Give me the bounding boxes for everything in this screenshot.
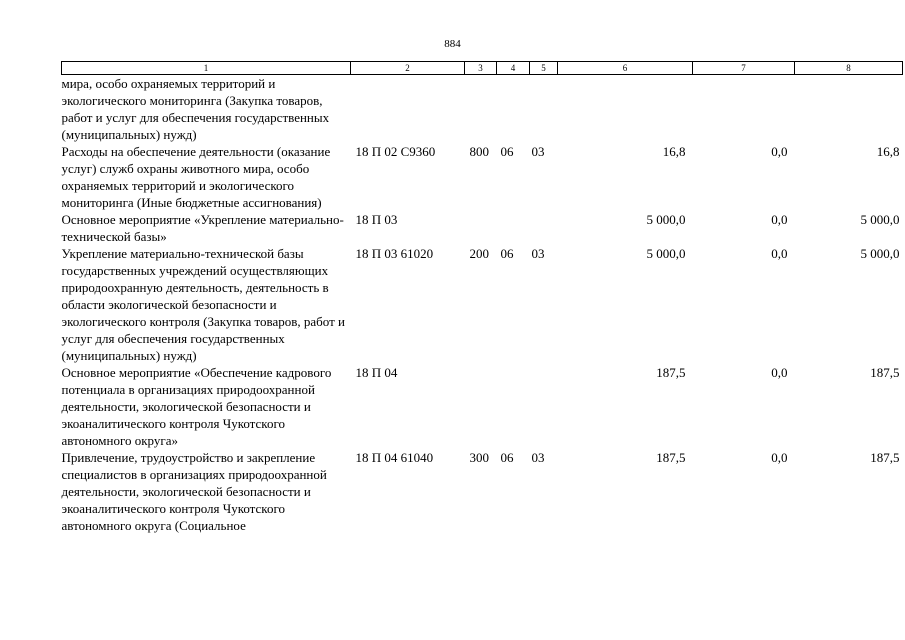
row-value-8 xyxy=(795,75,903,144)
row-value-8: 5 000,0 xyxy=(860,246,900,261)
header-row xyxy=(62,62,903,75)
row-value-7: 0,0 xyxy=(771,144,788,159)
row-name: Основное мероприятие «Укрепление материально-технической базы» xyxy=(61,212,344,244)
row-value-6: 5 000,0 xyxy=(646,246,686,261)
row-value-7: 0,0 xyxy=(771,365,788,380)
header-col-7: 7 xyxy=(693,62,795,75)
row-expense-type: 300 xyxy=(469,450,489,465)
row-value-7 xyxy=(693,75,795,144)
table-body xyxy=(62,75,903,535)
table-row xyxy=(62,245,903,364)
row-name: мира, особо охраняемых территорий и экологического мониторинга (Закупка товаров, работ и услуг для обеспечения государственных (муниципальных) нужд) xyxy=(61,76,330,142)
row-target-article: 18 П 03 61020 xyxy=(355,246,434,261)
row-section: 06 xyxy=(500,144,514,159)
row-value-6: 5 000,0 xyxy=(646,212,686,227)
header-col-6: 6 xyxy=(558,62,693,75)
header-col-5: 5 xyxy=(530,62,558,75)
table-row xyxy=(62,211,903,245)
row-value-6 xyxy=(558,75,693,144)
row-expense-type xyxy=(465,211,497,245)
row-subsection xyxy=(530,211,558,245)
row-value-7: 0,0 xyxy=(771,212,788,227)
table-row xyxy=(62,449,903,534)
budget-table xyxy=(61,61,903,534)
row-name: Укрепление материально-технической базы государственных учреждений осуществляющих природоохранную деятельность, деятельность в области экологической безопасности и экологического контроля (Закупка товаров, работ и услуг для обеспечения государственных (муниципальных) нужд) xyxy=(61,246,345,363)
row-section xyxy=(497,364,530,449)
table-header xyxy=(62,62,903,75)
row-section xyxy=(497,211,530,245)
row-name: Расходы на обеспечение деятельности (оказание услуг) служб охраны животного мира, особо охраняемых территорий и экологического мониторинга (Иные бюджетные ассигнования) xyxy=(61,144,331,210)
row-value-6: 187,5 xyxy=(656,450,686,465)
table-row xyxy=(62,143,903,211)
row-section xyxy=(497,75,530,144)
row-value-8: 187,5 xyxy=(870,450,900,465)
row-target-article: 18 П 02 С9360 xyxy=(355,144,436,159)
row-subsection xyxy=(530,364,558,449)
table-row xyxy=(62,75,903,144)
row-expense-type xyxy=(465,75,497,144)
page-number: 884 xyxy=(444,38,461,50)
row-subsection: 03 xyxy=(531,246,545,261)
row-target-article: 18 П 04 61040 xyxy=(355,450,434,465)
row-subsection xyxy=(530,75,558,144)
header-col-3: 3 xyxy=(465,62,497,75)
header-col-4: 4 xyxy=(497,62,530,75)
row-value-6: 16,8 xyxy=(662,144,686,159)
row-subsection: 03 xyxy=(531,144,545,159)
header-col-2: 2 xyxy=(351,62,465,75)
row-target-article xyxy=(351,75,465,144)
row-value-8: 5 000,0 xyxy=(860,212,900,227)
row-expense-type xyxy=(465,364,497,449)
row-target-article: 18 П 03 xyxy=(355,212,398,227)
row-value-8: 187,5 xyxy=(870,365,900,380)
row-expense-type: 200 xyxy=(469,246,489,261)
row-target-article: 18 П 04 xyxy=(355,365,398,380)
row-name: Основное мероприятие «Обеспечение кадрового потенциала в организациях природоохранной деятельности, экологической безопасности и экоаналитического контроля Чукотского автономного округа» xyxy=(61,365,332,448)
header-col-8: 8 xyxy=(795,62,903,75)
row-value-8: 16,8 xyxy=(876,144,900,159)
row-section: 06 xyxy=(500,450,514,465)
row-name: Привлечение, трудоустройство и закрепление специалистов в организациях природоохранной деятельности, экологической безопасности и экоаналитического контроля Чукотского автономного округа (Социальное xyxy=(61,450,327,533)
table-row xyxy=(62,364,903,449)
row-value-7: 0,0 xyxy=(771,450,788,465)
header-col-1: 1 xyxy=(62,62,351,75)
row-subsection: 03 xyxy=(531,450,545,465)
row-expense-type: 800 xyxy=(469,144,489,159)
row-value-6: 187,5 xyxy=(656,365,686,380)
row-value-7: 0,0 xyxy=(771,246,788,261)
row-section: 06 xyxy=(500,246,514,261)
